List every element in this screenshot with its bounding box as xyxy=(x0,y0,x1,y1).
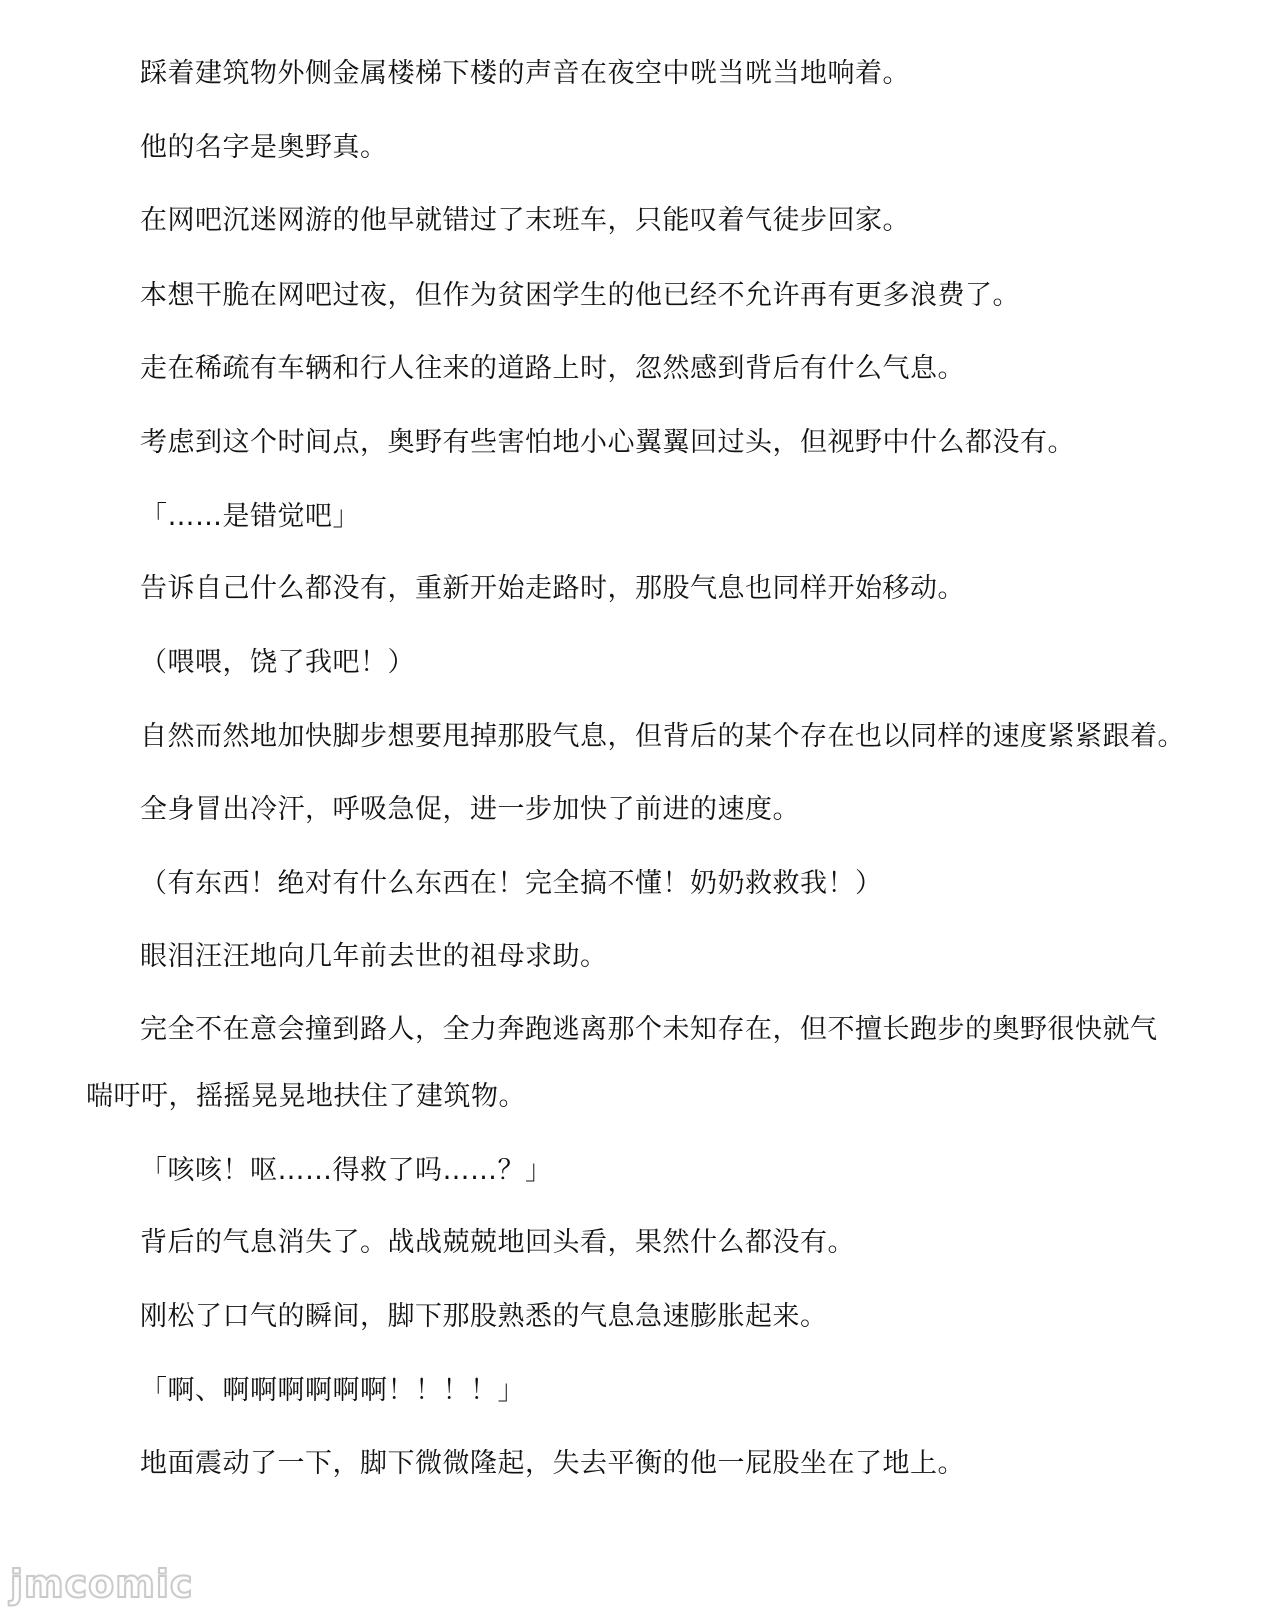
text-line: 在网吧沉迷网游的他早就错过了末班车，只能叹着气徒步回家。 xyxy=(140,205,910,236)
thought-line: （喂喂，饶了我吧！） xyxy=(140,647,415,678)
text-line: 告诉自己什么都没有，重新开始走路时，那股气息也同样开始移动。 xyxy=(140,573,965,604)
text-line: 刚松了口气的瞬间，脚下那股熟悉的气息急速膨胀起来。 xyxy=(140,1301,828,1332)
text-line: 踩着建筑物外侧金属楼梯下楼的声音在夜空中咣当咣当地响着。 xyxy=(140,58,910,89)
thought-line: （有东西！绝对有什么东西在！完全搞不懂！奶奶救救我！） xyxy=(140,868,883,899)
text-line: 本想干脆在网吧过夜，但作为贫困学生的他已经不允许再有更多浪费了。 xyxy=(140,280,1020,311)
text-line: 他的名字是奥野真。 xyxy=(140,132,388,163)
text-line: 走在稀疏有车辆和行人往来的道路上时，忽然感到背后有什么气息。 xyxy=(140,353,965,384)
dialogue-line: 「……是错觉吧」 xyxy=(140,501,360,532)
watermark-logo: jmcomic xyxy=(10,1562,194,1606)
text-line: 眼泪汪汪地向几年前去世的祖母求助。 xyxy=(140,941,608,972)
text-line: 背后的气息消失了。战战兢兢地回头看，果然什么都没有。 xyxy=(140,1227,855,1258)
text-line: 地面震动了一下，脚下微微隆起，失去平衡的他一屁股坐在了地上。 xyxy=(140,1448,965,1479)
dialogue-line: 「咳咳！呕……得救了吗……？」 xyxy=(140,1155,553,1186)
text-line: 完全不在意会撞到路人，全力奔跑逃离那个未知存在，但不擅长跑步的奥野很快就气 xyxy=(140,1014,1158,1045)
text-line-continuation: 喘吁吁，摇摇晃晃地扶住了建筑物。 xyxy=(86,1081,526,1112)
text-line: 考虑到这个时间点，奥野有些害怕地小心翼翼回过头，但视野中什么都没有。 xyxy=(140,427,1075,458)
dialogue-line: 「啊、啊啊啊啊啊啊！！！！」 xyxy=(140,1375,525,1406)
text-line: 自然而然地加快脚步想要甩掉那股气息，但背后的某个存在也以同样的速度紧紧跟着。 xyxy=(140,721,1185,752)
text-line: 全身冒出冷汗，呼吸急促，进一步加快了前进的速度。 xyxy=(140,794,800,825)
